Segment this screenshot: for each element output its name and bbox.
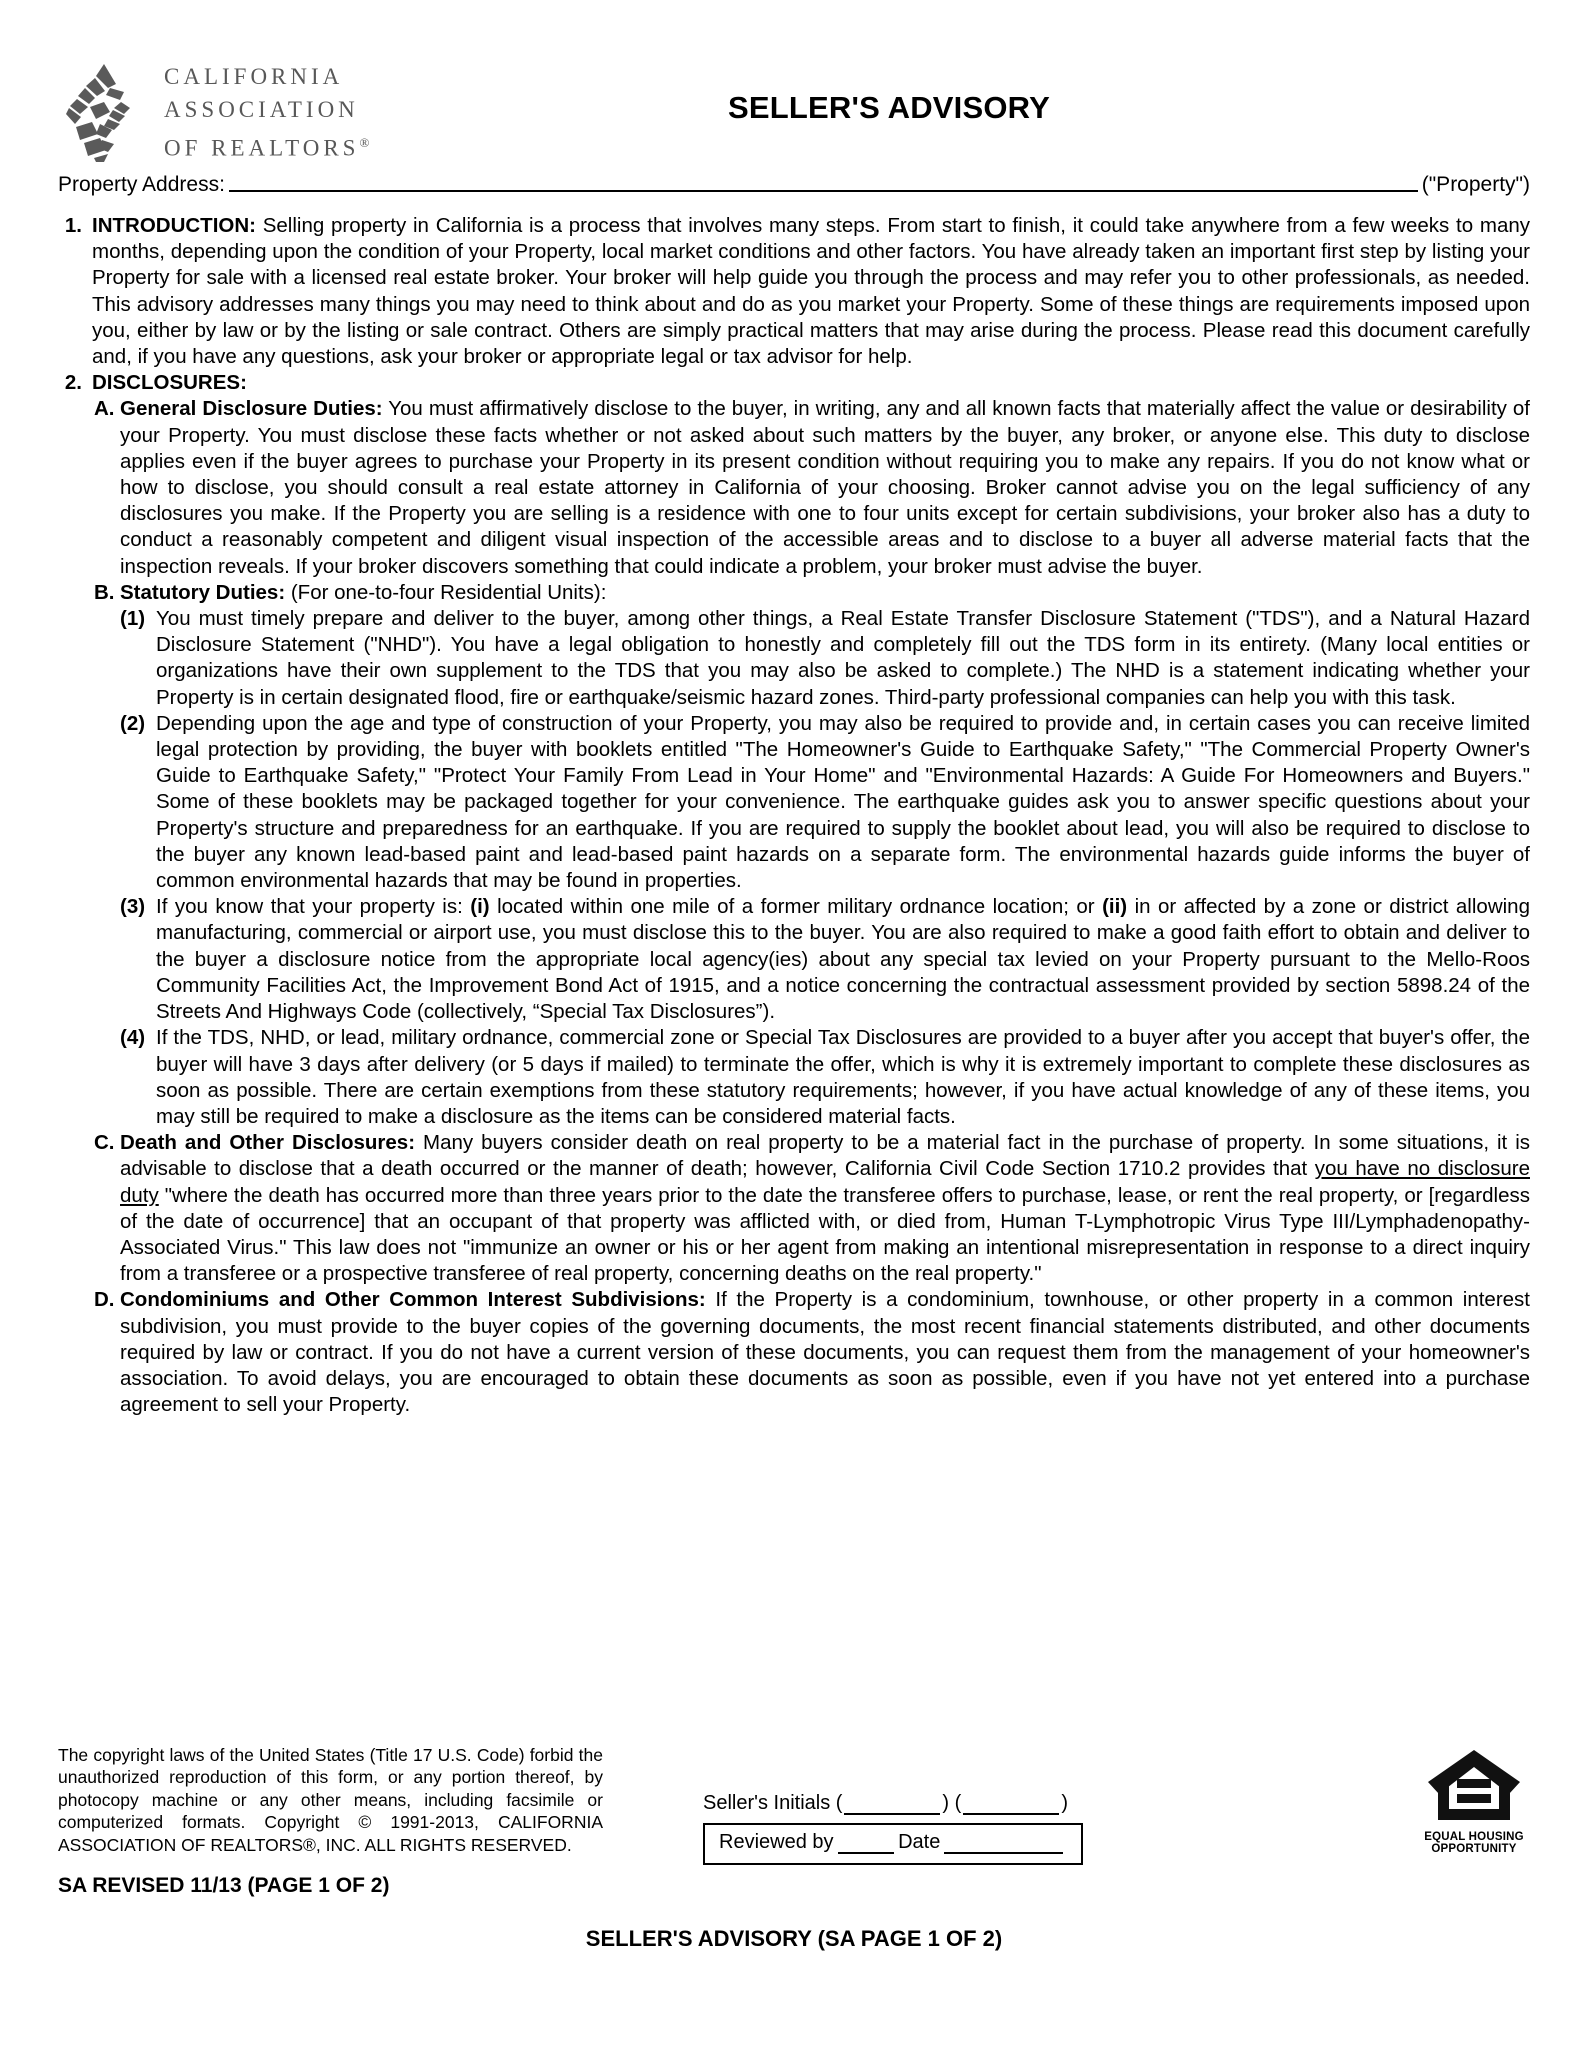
eho-caption [1418,1831,1530,1856]
property-address-input[interactable] [229,170,1418,192]
section-2d-condominiums [58,1287,1530,1418]
date-label: Date [898,1830,941,1853]
section-2d-body [120,1287,1530,1418]
section-2b-item-4-number: (4) [120,1026,146,1050]
section-2b-item-4-text: If the TDS, NHD, or lead, military ordnance, commercial zone or Special Tax Disclosures are provided to a buyer after you accept that buyer's offer, the buyer will have 3 days after delivery (or 5 days if mailed) to terminate the offer, which is why it is extremely important to complete these disclosures as soon as possible. There are certain exemptions from these statutory requirements; however, if you have actual knowledge of any of these items, you may still be required to make a disclosure as the items can be considered material facts. [156,1026,1530,1128]
eho-line-2: OPPORTUNITY [1431,1843,1517,1855]
copyright-block [58,1744,603,1899]
section-1-text: Selling property in California is a process that involves many steps. From start to finish, it could take anywhere from a few weeks to many months, depending upon the condition of your Property, local market conditions and other factors. You have already taken an important first step by listing your Property for sale with a licensed real estate broker. Your broker will help guide you through the process and may refer you to other professionals, as needed. This advisory addresses many things you may need to think about and do as you market your Property. Some of these things are requirements imposed upon you, either by law or by the listing or sale contract. Others are simply practical matters that may arise during the process. Please read this document carefully and, if you have any questions, ask your broker or appropriate legal or tax advisor for help. [92,214,1530,369]
section-2-disclosures [58,370,1530,396]
section-2b-item-3-number: (3) [120,895,146,919]
reviewed-by-label: Reviewed by [719,1830,834,1853]
sellers-initials-separator: ) ( [942,1791,962,1814]
section-2-heading: DISCLOSURES: [92,371,247,395]
section-2b-item-3-roman-ii: (ii) [1102,895,1128,919]
section-2b-statutory-duties [58,580,1530,606]
section-2a-text: You must affirmatively disclose to the buyer, in writing, any and all known facts that materially affect the value or desirability of your Property. You must disclose these facts whether or not asked about such matters by the buyer, any broker, or anyone else. This duty to disclose applies even if the buyer agrees to purchase your Property in its present condition without requiring you to make any repairs. If you do not know what or how to disclose, you should consult a real estate attorney in California of your choosing. Broker cannot advise you on the legal sufficiency of any disclosures you make. If the Property you are selling is a residence with one to four units except for certain subdivisions, your broker also has a duty to conduct a reasonably competent and diligent visual inspection of the accessible areas and to disclose to a buyer all adverse material facts that the inspection reveals. If your broker discovers something that could indicate a problem, your broker must advise the buyer. [120,397,1530,578]
section-1-heading: INTRODUCTION: [92,214,256,237]
section-2b-item-2-number: (2) [120,711,146,735]
section-2c-underlined-phrase: you have no disclosure duty [120,1157,1530,1207]
document-header [58,52,1530,164]
section-1-introduction [58,213,1530,370]
section-2a-heading: General Disclosure Duties: [120,397,383,421]
section-2c-letter: C. [94,1131,115,1155]
sellers-initials-row [703,1792,1530,1815]
section-2c-body [120,1130,1530,1287]
equal-housing-house-icon [1424,1746,1524,1824]
section-2b-item-3-text-mid: located within one mile of a former military ordnance location; or [489,895,1103,919]
date-field[interactable] [944,1835,1063,1854]
document-body [58,213,1530,1418]
reviewed-by-box [703,1823,1083,1865]
logo-line-california: CALIFORNIA [164,64,344,89]
section-2b-item-3-text-pre: If you know that your property is: [156,895,471,919]
document-footer [58,1744,1530,1899]
sellers-initials-label: Seller's Initials ( [703,1791,843,1814]
section-2a-body [120,396,1530,579]
section-2d-heading: Condominiums and Other Common Interest Subdivisions: [120,1288,706,1312]
section-2b-item-4 [58,1025,1530,1130]
section-2b-item-2 [58,711,1530,894]
section-2c-heading: Death and Other Disclosures: [120,1131,416,1155]
section-2b-item-2-text: Depending upon the age and type of construction of your Property, you may also be required to provide and, in certain cases you can receive limited legal protection by providing, the buyer with booklets entitled "The Homeowner's Guide to Earthquake Safety," "The Commercial Property Owner's Guide to Earthquake Safety," "Protect Your Family From Lead in Your Home" and "Environmental Hazards: A Guide For Homeowners and Buyers." Some of these booklets may be packaged together for your convenience. The earthquake guides ask you to answer specific questions about your Property's structure and preparedness for an earthquake. If you are required to supply the booklet about lead, you will also be required to disclose to the buyer any known lead-based paint and lead-based paint hazards on a separate form. The environmental hazards guide informs the buyer of common environmental hazards that may be found in properties. [156,711,1530,893]
copyright-text: The copyright laws of the United States (Title 17 U.S. Code) forbid the unauthorized reproduction of this form, or any portion thereof, by photocopy machine or any other means, including facsimile or computerized formats. Copyright © 1991-2013, CALIFORNIA ASSOCIATION OF REALTORS®, INC. ALL RIGHTS RESERVED. [58,1744,603,1855]
form-revision-label: SA REVISED 11/13 (PAGE 1 OF 2) [58,1874,390,1897]
section-2b-item-3-roman-i: (i) [470,895,490,919]
section-1-body [92,213,1530,370]
section-2c-death-and-other-disclosures [58,1130,1530,1287]
section-2c-text-post: "where the death has occurred more than three years prior to the date the transferee offers to purchase, lease, or rent the real property, or [regardless of the date of occurrence] that an occupant of that property was afflicted with, or died from, Human T-Lymphotropic Virus Type III/Lymphadenopathy-Associated Virus." This law does not "immunize an owner or his or her agent from making an intentional misrepresentation in response to a direct inquiry from a transferee or a prospective transferee of real property, concerning deaths on the real property." [120,1183,1530,1286]
section-2b-item-3 [58,894,1530,1025]
equal-housing-opportunity-logo [1418,1746,1530,1856]
signature-area [603,1744,1530,1865]
logo-line-realtors: OF REALTORS® [164,135,370,161]
footer-form-title: SELLER'S ADVISORY (SA PAGE 1 OF 2) [585,1926,1003,1951]
section-2c-text-pre: Many buyers consider death on real property to be a material fact in the purchase of property. In some situations, it is advisable to disclose that a death occurred or the manner of death; however, California Civil Code Section 1710.2 provides that [120,1131,1531,1181]
sellers-initials-field-2[interactable] [963,1796,1059,1815]
section-2b-item-1-number: (1) [120,607,146,631]
section-2b-body [120,580,1530,606]
reviewed-by-field[interactable] [838,1835,895,1854]
section-2-number: 2. [64,371,82,395]
section-2d-text: If the Property is a condominium, townhouse, or other property in a common interest subdivision, you must provide to the buyer copies of the governing documents, the most recent financial statements distributed, and other documents required by law or contract. If you do not have a current version of these documents, you can request them from the management of your homeowner's association. To avoid delays, you are encouraged to obtain these documents as soon as possible, even if you have not yet entered into a purchase agreement to sell your Property. [120,1288,1530,1417]
section-2a-general-disclosure-duties [58,396,1530,579]
section-2a-letter: A. [94,397,115,421]
section-2b-item-1 [58,606,1530,711]
eho-line-1: EQUAL HOUSING [1424,1830,1524,1843]
section-2d-letter: D. [94,1288,115,1312]
section-2b-letter: B. [94,580,115,604]
section-1-number: 1. [64,214,82,237]
registered-mark-icon: ® [359,135,370,150]
logo-line-association: ASSOCIATION [164,97,359,122]
page-title: SELLER'S ADVISORY [728,90,1050,125]
property-address-row [58,170,1530,197]
section-2b-item-1-text: You must timely prepare and deliver to the buyer, among other things, a Real Estate Transfer Disclosure Statement ("TDS"), and a Natural Hazard Disclosure Statement ("NHD"). You have a legal obligation to honestly and completely fill out the TDS form in its entirety. (Many local entities or organizations have their own supplement to the TDS that you may also be asked to complete.) The NHD is a statement indicating whether your Property is in certain designated flood, fire or earthquake/seismic hazard zones. Third-party professional companies can help you with this task. [156,607,1530,709]
section-2b-item-3-text-post: in or affected by a zone or district allowing manufacturing, commercial or airport use, you must disclose this to the buyer. You are also required to make a good faith effort to obtain and deliver to the buyer a disclosure notice from the appropriate local agency(ies) about any special tax levied on your Property pursuant to the Mello-Roos Community Facilities Act, the Improvement Bond Act of 1915, and a notice concerning the contractual assessment provided by section 5898.24 of the Streets And Highways Code (collectively, “Special Tax Disclosures”). [156,895,1530,1024]
property-address-label: Property Address: [58,173,225,196]
section-2b-heading: Statutory Duties: [120,580,286,604]
sellers-initials-field-1[interactable] [844,1796,940,1815]
sellers-initials-close-paren: ) [1061,1791,1068,1814]
section-2b-text: (For one-to-four Residential Units): [285,580,607,604]
property-address-suffix: ("Property") [1421,173,1530,196]
section-2b-item-3-body [156,894,1530,1025]
